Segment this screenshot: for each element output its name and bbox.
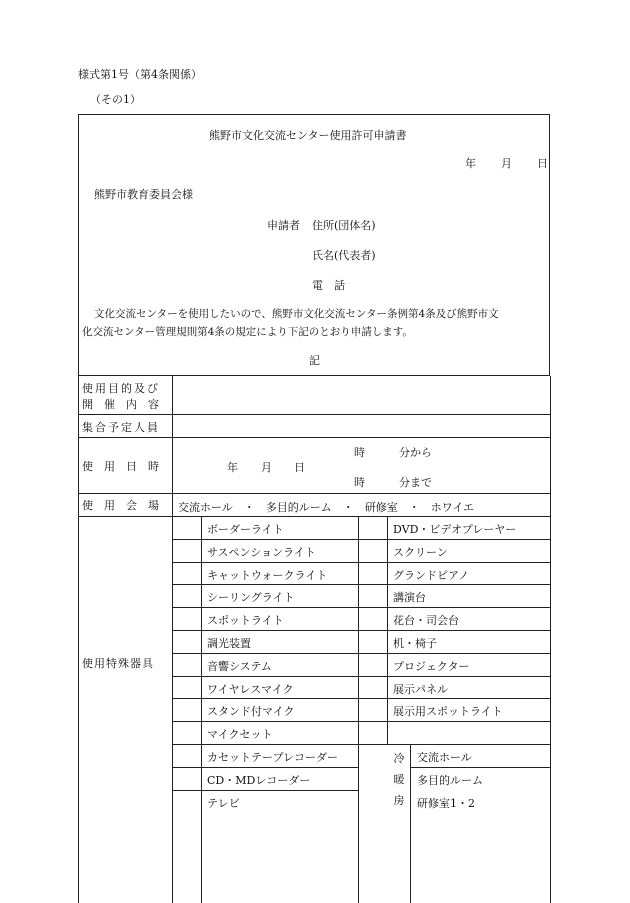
table-line bbox=[172, 676, 551, 677]
aircon-label-char: 房 bbox=[393, 794, 405, 807]
venue-options: 交流ホール ・ 多目的ルーム ・ 研修室 ・ ホワイエ bbox=[178, 501, 475, 514]
equipment-item: CD・MDレコーダー bbox=[207, 774, 311, 787]
equipment-item: シーリングライト bbox=[207, 591, 295, 604]
applicant-label: 申請者 bbox=[267, 219, 300, 232]
purpose-label-line1: 使用目的及び bbox=[82, 381, 160, 395]
equipment-item: 展示パネル bbox=[393, 683, 448, 696]
table-line bbox=[172, 653, 551, 654]
table-line bbox=[172, 721, 551, 722]
dates-day: 日 bbox=[294, 461, 305, 474]
table-line bbox=[172, 744, 551, 745]
table-line bbox=[172, 607, 551, 608]
equipment-item: 講演台 bbox=[393, 591, 426, 604]
equipment-item: 音響システム bbox=[207, 660, 272, 673]
addressee: 熊野市教育委員会様 bbox=[94, 188, 193, 201]
checkbox-column-divider bbox=[387, 516, 388, 744]
date-day: 日 bbox=[537, 157, 548, 170]
dates-until: 分まで bbox=[399, 476, 432, 489]
equipment-item: スポットライト bbox=[207, 614, 284, 627]
table-border-right bbox=[550, 376, 551, 903]
dates-from: 分から bbox=[399, 446, 432, 459]
table-line bbox=[172, 539, 551, 540]
dates-hour-until: 時 bbox=[354, 476, 365, 489]
equipment-item: ボーダーライト bbox=[207, 523, 284, 536]
middle-divider bbox=[358, 516, 359, 903]
equipment-item: 机・椅子 bbox=[393, 637, 437, 650]
equipment-item: ワイヤレスマイク bbox=[207, 683, 294, 696]
aircon-item: 交流ホール bbox=[417, 751, 472, 764]
aircon-divider bbox=[410, 744, 411, 903]
equipment-item: サスペンションライト bbox=[207, 546, 316, 559]
table-line bbox=[172, 698, 551, 699]
dates-year: 年 bbox=[227, 461, 238, 474]
venue-label: 使 用 会 場 bbox=[82, 499, 159, 512]
body-text-line1: 文化交流センターを使用したいので、熊野市文化交流センター条例第4条及び熊野市文 bbox=[94, 308, 499, 320]
name-label: 氏名(代表者) bbox=[312, 249, 376, 262]
equipment-item: スクリーン bbox=[393, 546, 448, 559]
date-month: 月 bbox=[501, 157, 512, 170]
equipment-item: 調光装置 bbox=[207, 637, 251, 650]
form-title: 熊野市文化交流センター使用許可申請書 bbox=[209, 129, 407, 142]
ki-mark: 記 bbox=[309, 354, 320, 367]
table-line bbox=[78, 516, 551, 517]
purpose-label bbox=[82, 378, 170, 413]
equipment-item: 花台・司会台 bbox=[393, 614, 459, 627]
equipment-item: グランドピアノ bbox=[393, 569, 470, 582]
equipment-label: 使用特殊器具 bbox=[82, 657, 154, 670]
equipment-item: プロジェクター bbox=[393, 660, 470, 673]
dates-month: 月 bbox=[261, 461, 272, 474]
purpose-label-line2: 開 催 内 容 bbox=[82, 397, 159, 411]
table-line bbox=[172, 584, 551, 585]
phone-label: 電 話 bbox=[312, 279, 345, 292]
aircon-item: 多目的ルーム bbox=[417, 774, 483, 787]
aircon-label-char: 暖 bbox=[393, 773, 405, 786]
table-line bbox=[172, 562, 551, 563]
form-number: 様式第1号（第4条関係） bbox=[78, 68, 202, 81]
equipment-item: キャットウォークライト bbox=[207, 569, 328, 582]
equipment-item: マイクセット bbox=[207, 728, 273, 741]
dates-label: 使 用 日 時 bbox=[82, 459, 159, 473]
form-part: （その1） bbox=[90, 93, 141, 106]
aircon-label-char: 冷 bbox=[393, 752, 405, 765]
table-line bbox=[410, 767, 551, 768]
table-line bbox=[172, 630, 551, 631]
body-text-line2: 化交流センター管理規則第4条の規定により下記のとおり申請します。 bbox=[82, 326, 413, 338]
checkbox-column-divider bbox=[201, 516, 202, 903]
table-border-left bbox=[78, 376, 79, 903]
equipment-item: スタンド付マイク bbox=[207, 705, 295, 718]
equipment-item: テレビ bbox=[207, 797, 240, 810]
dates-hour-from: 時 bbox=[354, 446, 365, 459]
address-label: 住所(団体名) bbox=[312, 219, 376, 232]
aircon-label bbox=[388, 750, 410, 808]
table-line bbox=[78, 414, 551, 415]
label-column-divider bbox=[172, 376, 173, 903]
aircon-item: 研修室1・2 bbox=[417, 797, 475, 810]
date-year: 年 bbox=[465, 157, 476, 170]
equipment-item: カセットテープレコーダー bbox=[207, 751, 339, 764]
equipment-item: 展示用スポットライト bbox=[393, 705, 503, 718]
attendance-label: 集合予定人員 bbox=[82, 420, 160, 434]
equipment-item: DVD・ビデオプレーヤー bbox=[393, 523, 517, 536]
